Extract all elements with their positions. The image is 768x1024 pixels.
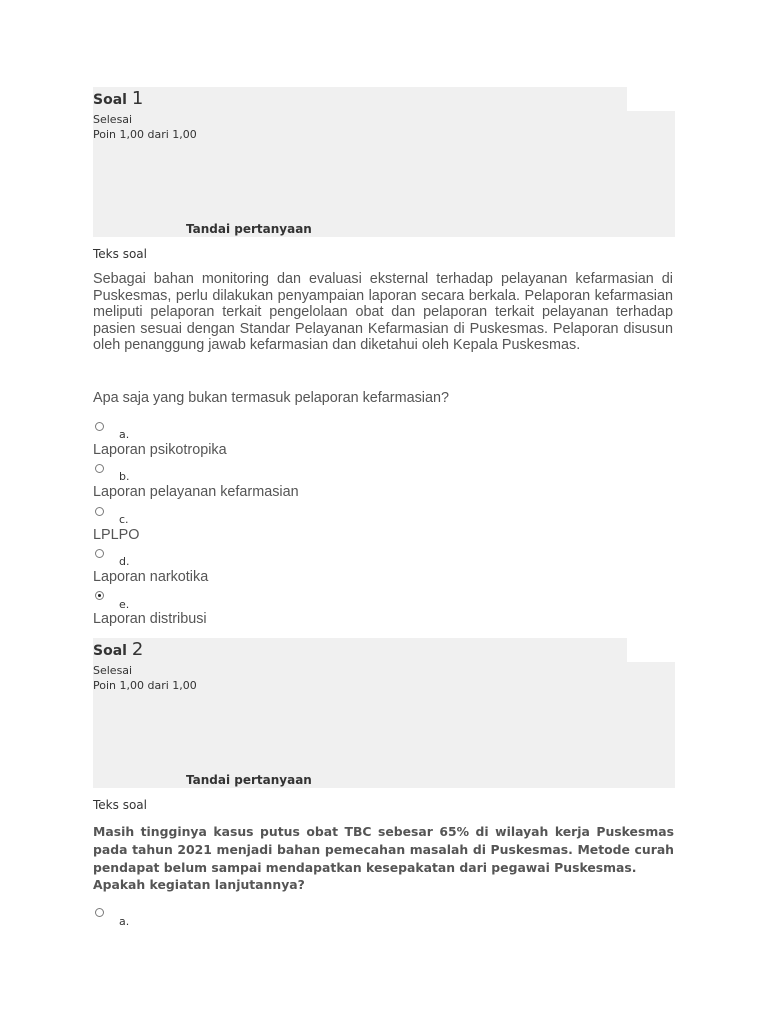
question-1-flag-link[interactable]: Tandai pertanyaan (186, 222, 312, 236)
question-1-ask: Apa saja yang bukan termasuk pelaporan kefarmasian? (93, 390, 449, 406)
q2-option-a-letter: a. (119, 915, 130, 928)
question-2-number: 2 (131, 639, 144, 660)
question-1-grade: Poin 1,00 dari 1,00 (93, 128, 197, 141)
question-1-text: Sebagai bahan monitoring dan evaluasi eksternal terhadap pelayanan kefarmasian di Puskesmas, perlu dilakukan penyampaian laporan secara berkala. Pelaporan kefarmasian meliputi pelaporan terkait pengelolaan obat dan pelaporan terkait pelayanan terhadap pasien sesuai dengan Standar Pelayanan Kefarmasian di Puskesmas. Pelaporan disusun oleh penanggung jawab kefarmasian dan diketahui oleh Kepala Puskesmas. (93, 271, 673, 354)
option-c-letter: c. (119, 513, 129, 526)
option-c-text[interactable]: LPLPO (93, 527, 140, 543)
option-b-radio[interactable] (95, 464, 104, 473)
option-d-text[interactable]: Laporan narkotika (93, 569, 209, 585)
option-e-radio-selected[interactable] (95, 591, 104, 600)
question-2-flag-link[interactable]: Tandai pertanyaan (186, 773, 312, 787)
question-2-grade: Poin 1,00 dari 1,00 (93, 679, 197, 692)
option-d-radio[interactable] (95, 549, 104, 558)
option-b-letter: b. (119, 470, 130, 483)
option-a-letter: a. (119, 428, 130, 441)
option-c-radio[interactable] (95, 507, 104, 516)
option-d-letter: d. (119, 555, 130, 568)
question-2-text-label: Teks soal (93, 798, 147, 812)
option-e-letter: e. (119, 598, 130, 611)
q2-option-a-radio[interactable] (95, 908, 104, 917)
question-1-title: Soal 1 (93, 88, 144, 109)
question-2-state: Selesai (93, 664, 133, 677)
question-2-text: Masih tingginya kasus putus obat TBC sebesar 65% di wilayah kerja Puskesmas pada tahun 2021 menjadi bahan pemecahan masalah di Puskesmas. Metode curah pendapat belum sampai mendapatkan kesepakatan dari pegawai Puskesmas. (93, 824, 674, 875)
option-e-text[interactable]: Laporan distribusi (93, 611, 207, 627)
question-1-state: Selesai (93, 113, 133, 126)
option-a-radio[interactable] (95, 422, 104, 431)
question-1-number: 1 (131, 88, 144, 109)
question-1-info (93, 87, 675, 237)
question-2-ask: Apakah kegiatan lanjutannya? (93, 877, 305, 892)
option-b-text[interactable]: Laporan pelayanan kefarmasian (93, 484, 299, 500)
question-2-title: Soal 2 (93, 639, 144, 660)
option-a-text[interactable]: Laporan psikotropika (93, 442, 227, 458)
question-2-info (93, 638, 675, 788)
question-1-text-label: Teks soal (93, 247, 147, 261)
